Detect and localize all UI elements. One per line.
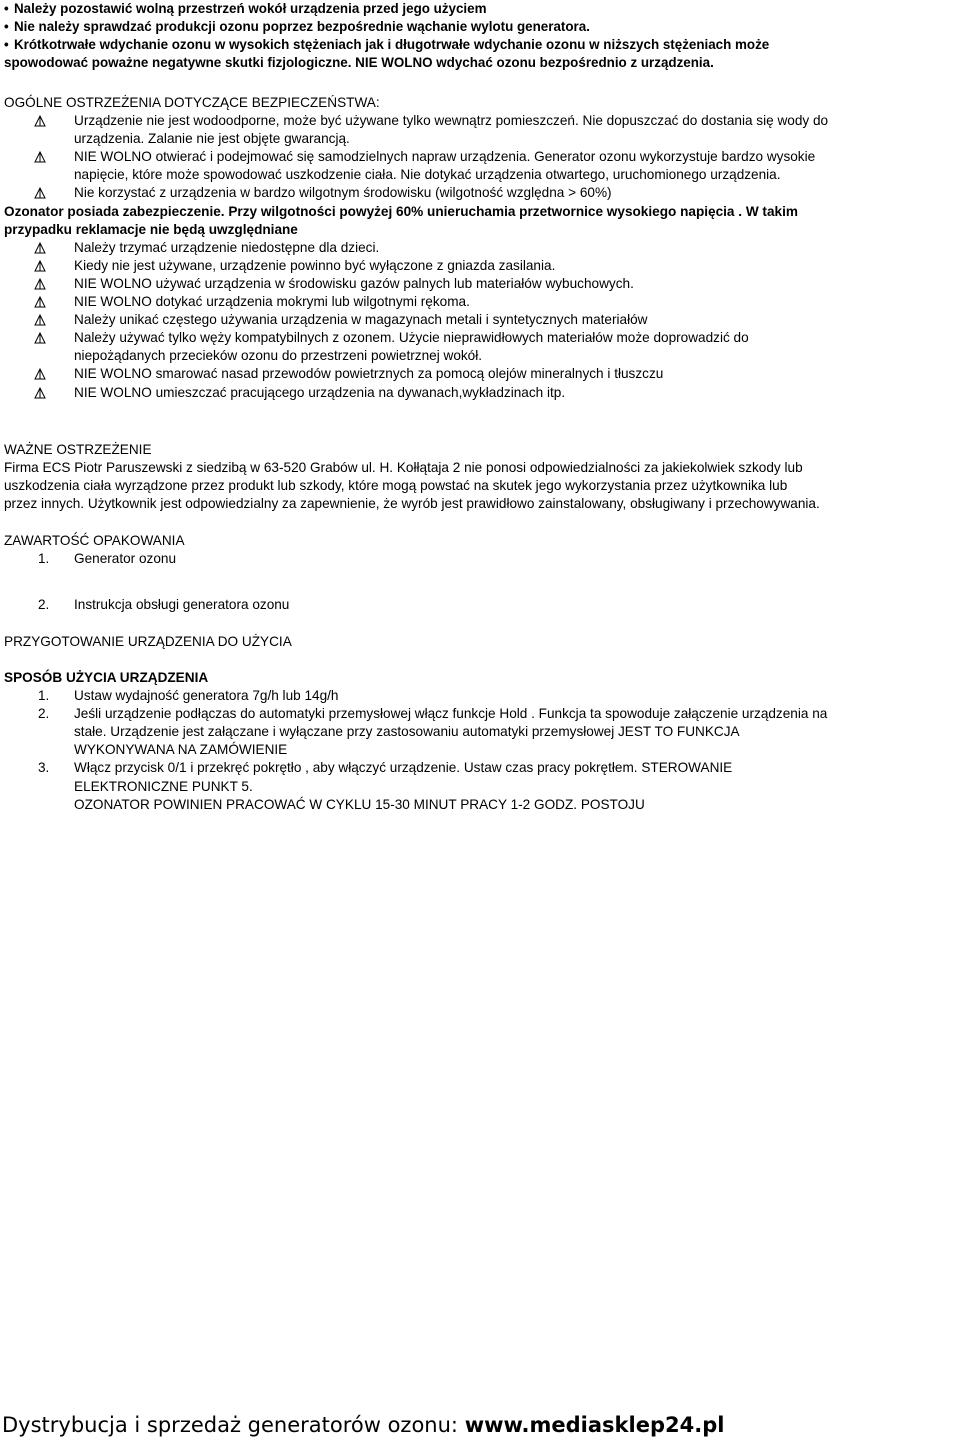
- contents-heading: ZAWARTOŚĆ OPAKOWANIA: [4, 533, 185, 548]
- step-number: 2.: [38, 706, 50, 722]
- important-line: przez innych. Użytkownik jest odpowiedzialny za zapewnienie, że wyrób jest prawidłowo zainstalowany, obsługiwany i przechowywania.: [4, 496, 820, 512]
- bullet-icon: •: [4, 1, 9, 16]
- warning-icon: [34, 260, 46, 272]
- warning-text: NIE WOLNO otwierać i podejmować się samodzielnych napraw urządzenia. Generator ozonu wykorzystuje bardzo wysokie: [74, 149, 816, 165]
- top-bullet-list: [4, 0, 954, 72]
- warning-icon: [34, 314, 46, 326]
- warning-text: napięcie, które może spowodować uszkodzenie ciała. Nie dotykać urządzenia otwartego, uruchomionego urządzenia.: [74, 167, 781, 183]
- safety-bold-note-cont: przypadku reklamacje nie będą uwzględniane: [4, 221, 298, 237]
- warning-list-item: [4, 311, 956, 329]
- warning-list-item: [4, 365, 956, 383]
- warning-icon: [34, 278, 46, 290]
- warning-icon: [34, 242, 46, 254]
- usage-step: [4, 705, 956, 759]
- warning-list-item: [4, 112, 956, 148]
- step-text: ELEKTRONICZNE PUNKT 5.: [74, 778, 253, 794]
- warning-text: NIE WOLNO używać urządzenia w środowisku gazów palnych lub materiałów wybuchowych.: [74, 275, 634, 291]
- warning-icon: [34, 368, 46, 380]
- warning-text: urządzenia. Zalanie nie jest objęte gwarancją.: [74, 131, 350, 147]
- warning-list-item: [4, 184, 956, 202]
- safety-section: [4, 94, 956, 402]
- important-line: Firma ECS Piotr Paruszewski z siedzibą w 63-520 Grabów ul. H. Kołłątaja 2 nie ponosi odpowiedzialności za jakiekolwiek szkody lub: [4, 460, 803, 476]
- important-heading: WAŻNE OSTRZEŻENIE: [4, 442, 152, 457]
- usage-heading: SPOSÓB UŻYCIA URZĄDZENIA: [4, 670, 209, 685]
- safety-list-a: [4, 112, 956, 202]
- list-item: • Krótkotrwałe wdychanie ozonu w wysokich stężeniach jak i długotrwałe wdychanie ozonu w niższych stężeniach może: [4, 37, 770, 52]
- footer-website-link[interactable]: www.mediasklep24.pl: [464, 1413, 725, 1437]
- step-text: OZONATOR POWINIEN PRACOWAĆ W CYKLU 15-30 MINUT PRACY 1-2 GODZ. POSTOJU: [74, 796, 645, 812]
- warning-text: Należy trzymać urządzenie niedostępne dla dzieci.: [74, 239, 380, 255]
- warning-text: Nie korzystać z urządzenia w bardzo wilgotnym środowisku (wilgotność względna > 60%): [74, 185, 612, 201]
- warning-list-item: [4, 329, 956, 365]
- important-line: uszkodzenia ciała wyrządzone przez produkt lub szkody, które mogą powstać na skutek jego wykorzystania przez użytkownika lub: [4, 478, 788, 494]
- warning-text: NIE WOLNO smarować nasad przewodów powietrznych za pomocą olejów mineralnych i tłuszczu: [74, 366, 664, 382]
- warning-text: Należy unikać częstego używania urządzenia w magazynach metali i syntetycznych materiałów: [74, 312, 648, 328]
- list-item: 2. Instrukcja obsługi generatora ozonu: [38, 597, 290, 613]
- step-text: WYKONYWANA NA ZAMÓWIENIE: [74, 742, 288, 758]
- safety-bold-note: Ozonator posiada zabezpieczenie. Przy wilgotności powyżej 60% unieruchamia przetwornice wysokiego napięcia . W takim: [4, 203, 798, 219]
- warning-text: Kiedy nie jest używane, urządzenie powinno być wyłączone z gniazda zasilania.: [74, 257, 556, 273]
- step-text: Jeśli urządzenie podłączas do automatyki przemysłowej włącz funkcje Hold . Funkcja ta spowoduje załączenie urządzenia na: [74, 706, 828, 722]
- step-text: stałe. Urządzenie jest załączane i wyłączane przy zastosowaniu automatyki przemysłowej JEST TO FUNKCJA: [74, 724, 740, 740]
- list-item-continuation: spowodować poważne negatywne skutki fizjologiczne. NIE WOLNO wdychać ozonu bezpośrednio z urządzenia.: [4, 55, 714, 70]
- warning-list-item: [4, 275, 956, 293]
- warning-icon: [34, 187, 46, 199]
- step-number: 3.: [38, 760, 50, 776]
- warning-icon: [34, 296, 46, 308]
- warning-text: Urządzenie nie jest wodoodporne, może być używane tylko wewnątrz pomieszczeń. Nie dopuszczać do dostania się wody do: [74, 113, 829, 129]
- list-item: • Nie należy sprawdzać produkcji ozonu poprzez bezpośrednie wąchanie wylotu generatora.: [4, 19, 590, 34]
- warning-list-item: [4, 257, 956, 275]
- warning-list-item: [4, 293, 956, 311]
- warning-icon: [34, 387, 46, 399]
- safety-list-b: [4, 239, 956, 402]
- step-text: Ustaw wydajność generatora 7g/h lub 14g/h: [74, 688, 339, 704]
- warning-list-item: [4, 148, 956, 184]
- warning-text: NIE WOLNO dotykać urządzenia mokrymi lub wilgotnymi rękoma.: [74, 294, 470, 310]
- bullet-icon: •: [4, 19, 9, 34]
- step-number: 1.: [38, 688, 50, 704]
- usage-step: [4, 687, 956, 705]
- warning-list-item: [4, 239, 956, 257]
- bullet-icon: •: [4, 37, 9, 52]
- contents-section: [4, 532, 956, 614]
- warning-text: Należy używać tylko węży kompatybilnych z ozonem. Użycie nieprawidłowych materiałów może doprowadzić do: [74, 330, 749, 346]
- warning-list-item: [4, 384, 956, 402]
- footer: [2, 1410, 958, 1440]
- list-item: 1. Generator ozonu: [38, 551, 177, 567]
- footer-text: Dystrybucja i sprzedaż generatorów ozonu:: [2, 1413, 465, 1437]
- warning-icon: [34, 115, 46, 127]
- warning-text: niepożądanych przecieków ozonu do przestrzeni powietrznej wokół.: [74, 348, 483, 364]
- usage-steps: [4, 687, 956, 814]
- usage-step: [4, 759, 956, 813]
- warning-icon: [34, 151, 46, 163]
- step-text: Włącz przycisk 0/1 i przekręć pokrętło , aby włączyć urządzenie. Ustaw czas pracy pokrętłem. STEROWANIE: [74, 760, 733, 776]
- usage-section: [4, 669, 956, 814]
- preparation-section: [4, 633, 956, 651]
- warning-text: NIE WOLNO umieszczać pracującego urządzenia na dywanach,wykładzinach itp.: [74, 384, 566, 400]
- list-item: • Należy pozostawić wolną przestrzeń wokół urządzenia przed jego użyciem: [4, 1, 487, 16]
- warning-icon: [34, 332, 46, 344]
- safety-heading: OGÓLNE OSTRZEŻENIA DOTYCZĄCE BEZPIECZEŃSTWA:: [4, 95, 380, 110]
- important-section: [4, 441, 956, 513]
- preparation-heading: PRZYGOTOWANIE URZĄDZENIA DO UŻYCIA: [4, 634, 292, 649]
